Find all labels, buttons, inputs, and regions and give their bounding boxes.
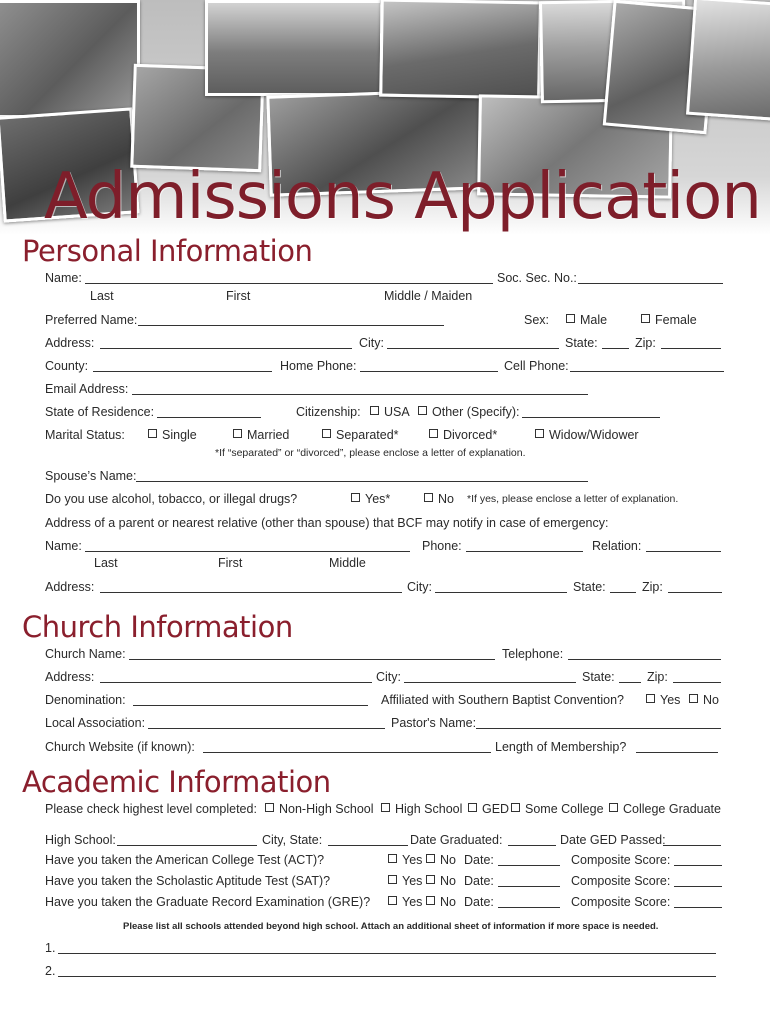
spouse-field[interactable]: [136, 481, 588, 482]
gre-date-label: Date:: [464, 895, 494, 909]
cell-phone-field[interactable]: [570, 371, 724, 372]
spouse-label: Spouse’s Name:: [45, 469, 137, 483]
affiliated-no-label: No: [703, 693, 719, 707]
name-label: Name:: [45, 271, 82, 285]
gre-question: Have you taken the Graduate Record Examination (GRE)?: [45, 895, 371, 909]
emergency-address-field[interactable]: [100, 592, 402, 593]
level-somecollege-label: Some College: [525, 802, 604, 816]
emergency-name-label: Name:: [45, 539, 82, 553]
email-field[interactable]: [132, 394, 588, 395]
membership-label: Length of Membership?: [495, 740, 627, 754]
level-hs-label: High School: [395, 802, 463, 816]
marital-label: Marital Status:: [45, 428, 125, 442]
marital-divorced-label: Divorced*: [443, 428, 498, 442]
marital-widow-label: Widow/Widower: [549, 428, 639, 442]
ssn-field[interactable]: [578, 283, 723, 284]
name-sub-first: First: [226, 289, 251, 303]
emergency-sub-first: First: [218, 556, 243, 570]
county-label: County:: [45, 359, 89, 373]
emergency-address-label: Address:: [45, 580, 95, 594]
date-ged-field[interactable]: [663, 845, 721, 846]
emergency-name-field[interactable]: [85, 551, 410, 552]
sat-no-checkbox[interactable]: [426, 875, 456, 888]
school-line-2-label: 2.: [45, 964, 56, 978]
sat-score-label: Composite Score:: [571, 874, 671, 888]
photo-campus-sign: [686, 0, 770, 121]
emergency-state-label: State:: [573, 580, 606, 594]
sex-female-checkbox[interactable]: [641, 314, 697, 327]
county-field[interactable]: [93, 371, 272, 372]
emergency-relation-label: Relation:: [592, 539, 642, 553]
sat-yes-label: Yes: [402, 874, 423, 888]
emergency-phone-field[interactable]: [466, 551, 583, 552]
drugs-question: Do you use alcohol, tobacco, or illegal drugs?: [45, 492, 298, 506]
gre-score-label: Composite Score:: [571, 895, 671, 909]
church-address-label: Address:: [45, 670, 95, 684]
church-city-label: City:: [376, 670, 401, 684]
pastor-label: Pastor's Name:: [391, 716, 477, 730]
city-field[interactable]: [387, 348, 559, 349]
level-question: Please check highest level completed:: [45, 802, 257, 816]
church-address-field[interactable]: [100, 682, 372, 683]
date-ged-label: Date GED Passed:: [560, 833, 666, 847]
zip-field[interactable]: [661, 348, 721, 349]
church-city-field[interactable]: [404, 682, 576, 683]
sat-question: Have you taken the Scholastic Aptitude Test (SAT)?: [45, 874, 331, 888]
affiliated-yes-label: Yes: [660, 693, 681, 707]
date-grad-field[interactable]: [508, 845, 556, 846]
sex-female-label: Female: [655, 313, 697, 327]
marital-married-label: Married: [247, 428, 290, 442]
city-state-label: City, State:: [262, 833, 323, 847]
emergency-zip-field[interactable]: [668, 592, 722, 593]
emergency-zip-label: Zip:: [642, 580, 663, 594]
home-phone-field[interactable]: [360, 371, 498, 372]
gre-score-field[interactable]: [674, 907, 722, 908]
emergency-question: Address of a parent or nearest relative (other than spouse) that BCF may notify in case of emergency:: [45, 516, 609, 530]
email-label: Email Address:: [45, 382, 129, 396]
emergency-state-field[interactable]: [610, 592, 636, 593]
home-phone-label: Home Phone:: [280, 359, 357, 373]
affiliated-question: Affiliated with Southern Baptist Convention?: [381, 693, 624, 707]
photo-classroom: [0, 0, 140, 118]
emergency-city-field[interactable]: [435, 592, 567, 593]
church-state-label: State:: [582, 670, 615, 684]
hs-field[interactable]: [117, 845, 257, 846]
level-nonhs-label: Non-High School: [279, 802, 374, 816]
emergency-sub-middle: Middle: [329, 556, 366, 570]
residence-field[interactable]: [157, 417, 261, 418]
address-field[interactable]: [100, 348, 352, 349]
citizenship-label: Citizenship:: [296, 405, 361, 419]
drugs-yes-checkbox[interactable]: [351, 493, 390, 506]
state-field[interactable]: [602, 348, 629, 349]
act-no-label: No: [440, 853, 456, 867]
marital-married-checkbox[interactable]: [233, 429, 289, 442]
academic-heading: Academic Information: [22, 765, 331, 799]
marital-single-label: Single: [162, 428, 197, 442]
citizenship-usa-label: USA: [384, 405, 410, 419]
hs-label: High School:: [45, 833, 116, 847]
gre-yes-label: Yes: [402, 895, 423, 909]
school-line-1-label: 1.: [45, 941, 56, 955]
website-field[interactable]: [203, 752, 491, 753]
city-state-field[interactable]: [328, 845, 408, 846]
level-graduate-label: College Graduate: [623, 802, 721, 816]
emergency-sub-last: Last: [94, 556, 118, 570]
residence-label: State of Residence:: [45, 405, 155, 419]
denomination-label: Denomination:: [45, 693, 126, 707]
ssn-label: Soc. Sec. No.:: [497, 271, 577, 285]
sat-score-field[interactable]: [674, 886, 722, 887]
school-line-1-field[interactable]: [58, 953, 716, 954]
drugs-no-label: No: [438, 492, 454, 506]
name-field[interactable]: [85, 283, 493, 284]
citizenship-other-field[interactable]: [522, 417, 660, 418]
citizenship-other-checkbox[interactable]: [418, 406, 520, 419]
emergency-city-label: City:: [407, 580, 432, 594]
drugs-note: *If yes, please enclose a letter of explanation.: [467, 493, 679, 505]
level-ged-label: GED: [482, 802, 510, 816]
emergency-phone-label: Phone:: [422, 539, 462, 553]
church-zip-field[interactable]: [673, 682, 721, 683]
zip-label: Zip:: [635, 336, 656, 350]
sex-male-checkbox[interactable]: [566, 314, 607, 327]
church-name-field[interactable]: [129, 659, 495, 660]
date-grad-label: Date Graduated:: [410, 833, 503, 847]
level-somecollege-checkbox[interactable]: [511, 803, 604, 816]
church-zip-label: Zip:: [647, 670, 668, 684]
level-ged-checkbox[interactable]: [468, 803, 509, 816]
gre-yes-checkbox[interactable]: [388, 896, 422, 909]
act-question: Have you taken the American College Test (ACT)?: [45, 853, 325, 867]
affiliated-no-checkbox[interactable]: [689, 694, 719, 707]
state-label: State:: [565, 336, 598, 350]
city-label: City:: [359, 336, 384, 350]
church-heading: Church Information: [22, 610, 293, 644]
marital-divorced-checkbox[interactable]: [429, 429, 497, 442]
sat-date-field[interactable]: [498, 886, 560, 887]
church-telephone-field[interactable]: [568, 659, 721, 660]
photo-group-outdoors: [379, 0, 542, 99]
citizenship-other-label: Other (Specify):: [432, 405, 520, 419]
affiliated-yes-checkbox[interactable]: [646, 694, 680, 707]
marital-separated-checkbox[interactable]: [322, 429, 399, 442]
pastor-field[interactable]: [476, 728, 721, 729]
membership-field[interactable]: [636, 752, 718, 753]
name-sub-middle: Middle / Maiden: [384, 289, 473, 303]
school-line-2-field[interactable]: [58, 976, 716, 977]
name-sub-last: Last: [90, 289, 114, 303]
sex-male-label: Male: [580, 313, 608, 327]
gre-date-field[interactable]: [498, 907, 560, 908]
church-state-field[interactable]: [619, 682, 641, 683]
personal-heading: Personal Information: [22, 234, 313, 268]
cell-phone-label: Cell Phone:: [504, 359, 569, 373]
act-yes-label: Yes: [402, 853, 423, 867]
photo-campus-crowd: [205, 0, 383, 96]
emergency-relation-field[interactable]: [646, 551, 721, 552]
marital-single-checkbox[interactable]: [148, 429, 197, 442]
act-score-label: Composite Score:: [571, 853, 671, 867]
sat-yes-checkbox[interactable]: [388, 875, 422, 888]
act-yes-checkbox[interactable]: [388, 854, 422, 867]
level-hs-checkbox[interactable]: [381, 803, 462, 816]
schools-note: Please list all schools attended beyond high school. Attach an additional sheet of information if more space is needed.: [123, 921, 659, 932]
level-graduate-checkbox[interactable]: [609, 803, 721, 816]
gre-no-label: No: [440, 895, 456, 909]
church-name-label: Church Name:: [45, 647, 126, 661]
address-label: Address:: [45, 336, 95, 350]
association-field[interactable]: [148, 728, 385, 729]
association-label: Local Association:: [45, 716, 146, 730]
marital-note: *If “separated” or “divorced”, please enclose a letter of explanation.: [215, 447, 526, 459]
marital-separated-label: Separated*: [336, 428, 399, 442]
drugs-no-checkbox[interactable]: [424, 493, 454, 506]
sat-date-label: Date:: [464, 874, 494, 888]
marital-widow-checkbox[interactable]: [535, 429, 639, 442]
level-nonhs-checkbox[interactable]: [265, 803, 374, 816]
drugs-yes-label: Yes*: [365, 492, 391, 506]
sat-no-label: No: [440, 874, 456, 888]
citizenship-usa-checkbox[interactable]: [370, 406, 410, 419]
act-score-field[interactable]: [674, 865, 722, 866]
preferred-field[interactable]: [138, 325, 444, 326]
sex-label: Sex:: [524, 313, 550, 327]
church-telephone-label: Telephone:: [502, 647, 564, 661]
preferred-label: Preferred Name:: [45, 313, 138, 327]
act-date-field[interactable]: [498, 865, 560, 866]
act-date-label: Date:: [464, 853, 494, 867]
gre-no-checkbox[interactable]: [426, 896, 456, 909]
page-title: Admissions Application: [44, 160, 761, 234]
act-no-checkbox[interactable]: [426, 854, 456, 867]
denomination-field[interactable]: [133, 705, 368, 706]
website-label: Church Website (if known):: [45, 740, 195, 754]
